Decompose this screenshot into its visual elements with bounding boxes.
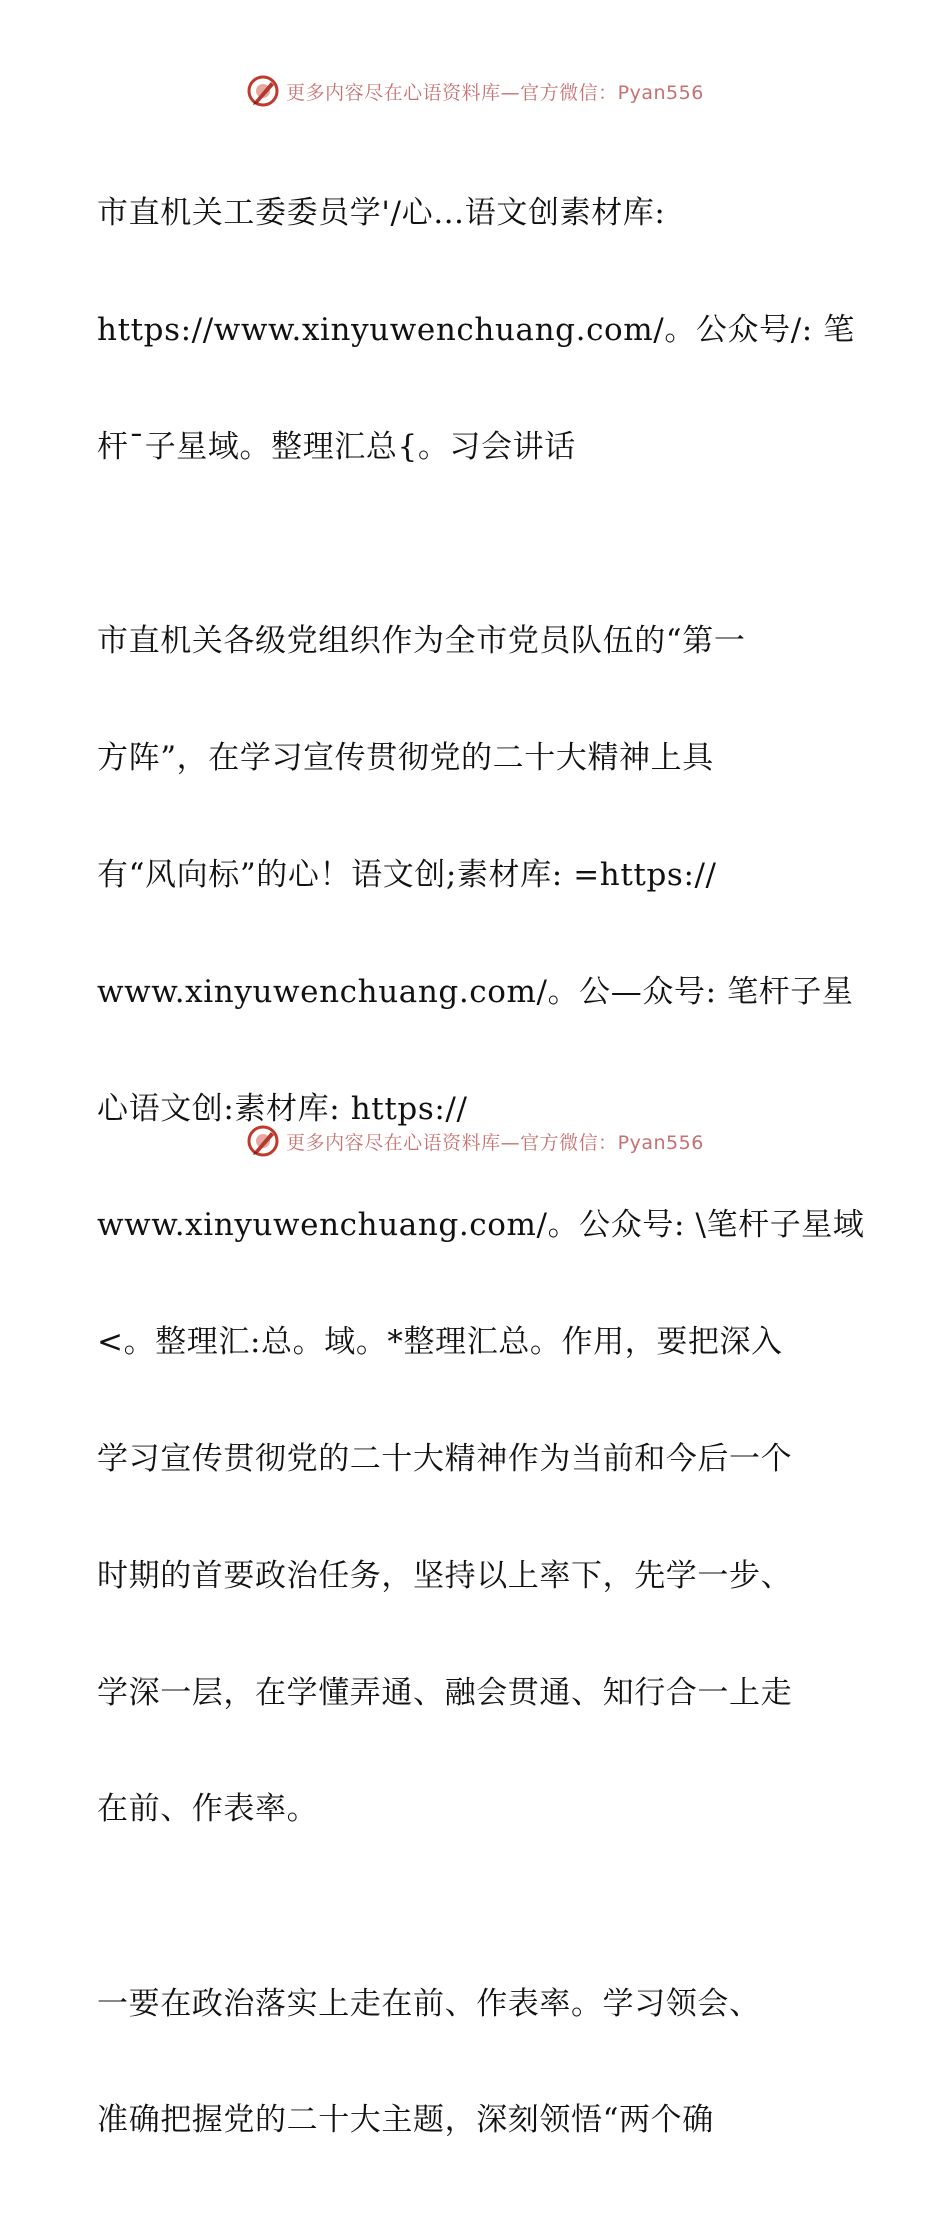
footer-banner [0, 1121, 950, 1161]
document-body [97, 126, 865, 2227]
text-line: 市直机关各级党组织作为全市党员队伍的“第一 [97, 623, 746, 660]
text-line: 方阵”，在学习宣传贯彻党的二十大精神上具 [97, 740, 714, 777]
paragraph-1 [97, 126, 857, 535]
text-line: 学深一层，在学懂弄通、融会贯通、知行合一上走 [97, 1674, 793, 1711]
text-line: 一要在政治落实上走在前、作表率。学习领会、 [97, 1985, 761, 2022]
text-line: 时期的首要政治任务，坚持以上率下，先学一步、 [97, 1557, 793, 1594]
text-line: www.xinyuwenchuang.com/。公众号: \笔杆子星域 [97, 1207, 865, 1244]
text-line: https://www.xinyuwenchuang.com/。公众号/: 笔 [97, 312, 855, 349]
banner-text: 更多内容尽在心语资料库—官方微信：Pyan556 [286, 81, 704, 104]
paragraph-2 [97, 554, 865, 1897]
text-line: www.xinyuwenchuang.com/。公—众号: 笔杆子星 [97, 973, 854, 1010]
text-line: <。整理汇:总。域。*整理汇总。作用，要把深入 [97, 1324, 783, 1361]
pen-logo-icon [246, 74, 280, 108]
banner-text: 更多内容尽在心语资料库—官方微信：Pyan556 [286, 1131, 704, 1154]
text-line: 有“风向标”的心！语文创;素材库: =https:// [97, 856, 717, 893]
text-line: 在前、作表率。 [97, 1791, 319, 1828]
text-line: 杆¯子星域。整理汇总{。习会讲话 [97, 429, 576, 466]
paragraph-3 [97, 1916, 857, 2208]
text-line: 准确把握党的二十大主题，深刻领悟“两个确 [97, 2102, 714, 2139]
header-banner [0, 71, 950, 111]
pen-logo-icon [246, 1124, 280, 1158]
text-line: 学习宣传贯彻党的二十大精神作为当前和今后一个 [97, 1440, 793, 1477]
text-line: 心语文创:素材库: https:// [97, 1090, 468, 1127]
text-line: 市直机关工委委员学'/心…语文创素材库: [97, 195, 666, 232]
